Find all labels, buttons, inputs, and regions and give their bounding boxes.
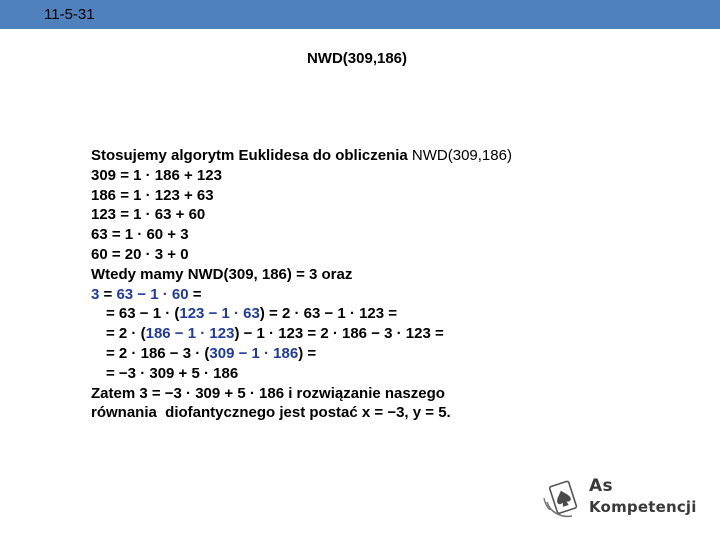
slide-title: NWD(309,186) <box>306 50 408 67</box>
equation-line: 186 = 1 · 123 + 63 <box>91 186 214 204</box>
backsub-text: = <box>99 285 117 303</box>
logo-text-as: As <box>589 476 613 496</box>
backsub-text: ) = 2 · 63 − 1 · 123 = <box>259 305 398 323</box>
final-line: równania diofantycznego jest postać x = −3, y = 5. <box>91 404 451 422</box>
backsub-term: 63 − 1 · 60 <box>116 285 189 303</box>
equation-line: 123 = 1 · 63 + 60 <box>91 206 206 224</box>
backsub-text: = 2 · ( <box>106 325 146 343</box>
backsub-text: ) − 1 · 123 = 2 · 186 − 3 · 123 = <box>234 325 444 343</box>
intro-line <box>91 146 691 166</box>
backsub-term: 3 <box>91 285 100 303</box>
intro-nwd: NWD(309,186) <box>411 147 512 164</box>
backsub-line <box>91 324 691 344</box>
conclusion-line: Wtedy mamy NWD(309, 186) = 3 oraz <box>91 265 353 283</box>
top-bar <box>0 0 720 29</box>
backsub-term: 123 − 1 · 63 <box>179 305 260 323</box>
backsub-term: 186 − 1 · 123 <box>145 325 235 343</box>
backsub-text: = 2 · 186 − 3 · ( <box>106 344 210 362</box>
backsub-text: ) = <box>298 344 317 362</box>
backsub-text: = <box>188 285 202 303</box>
equation-line: 60 = 20 · 3 + 0 <box>91 245 189 263</box>
as-kompetencji-logo <box>541 470 711 528</box>
intro-text: Stosujemy algorytm Euklidesa do obliczenia <box>91 147 412 164</box>
backsub-line: = −3 · 309 + 5 · 186 <box>106 364 239 382</box>
final-line: Zatem 3 = −3 · 309 + 5 · 186 i rozwiązanie naszego <box>91 384 445 402</box>
backsub-line <box>91 344 691 364</box>
equation-line: 309 = 1 · 186 + 123 <box>91 166 222 184</box>
backsub-term: 309 − 1 · 186 <box>209 344 299 362</box>
logo-text-kompetencji: Kompetencji <box>589 498 697 516</box>
spade-card-icon <box>541 474 587 520</box>
backsub-text: = 63 − 1 · ( <box>106 305 180 323</box>
backsub-line <box>91 285 691 305</box>
equation-line: 63 = 1 · 60 + 3 <box>91 226 189 244</box>
slide-number: 11-5-31 <box>44 6 95 23</box>
slide-body <box>91 146 691 423</box>
backsub-line <box>91 304 691 324</box>
